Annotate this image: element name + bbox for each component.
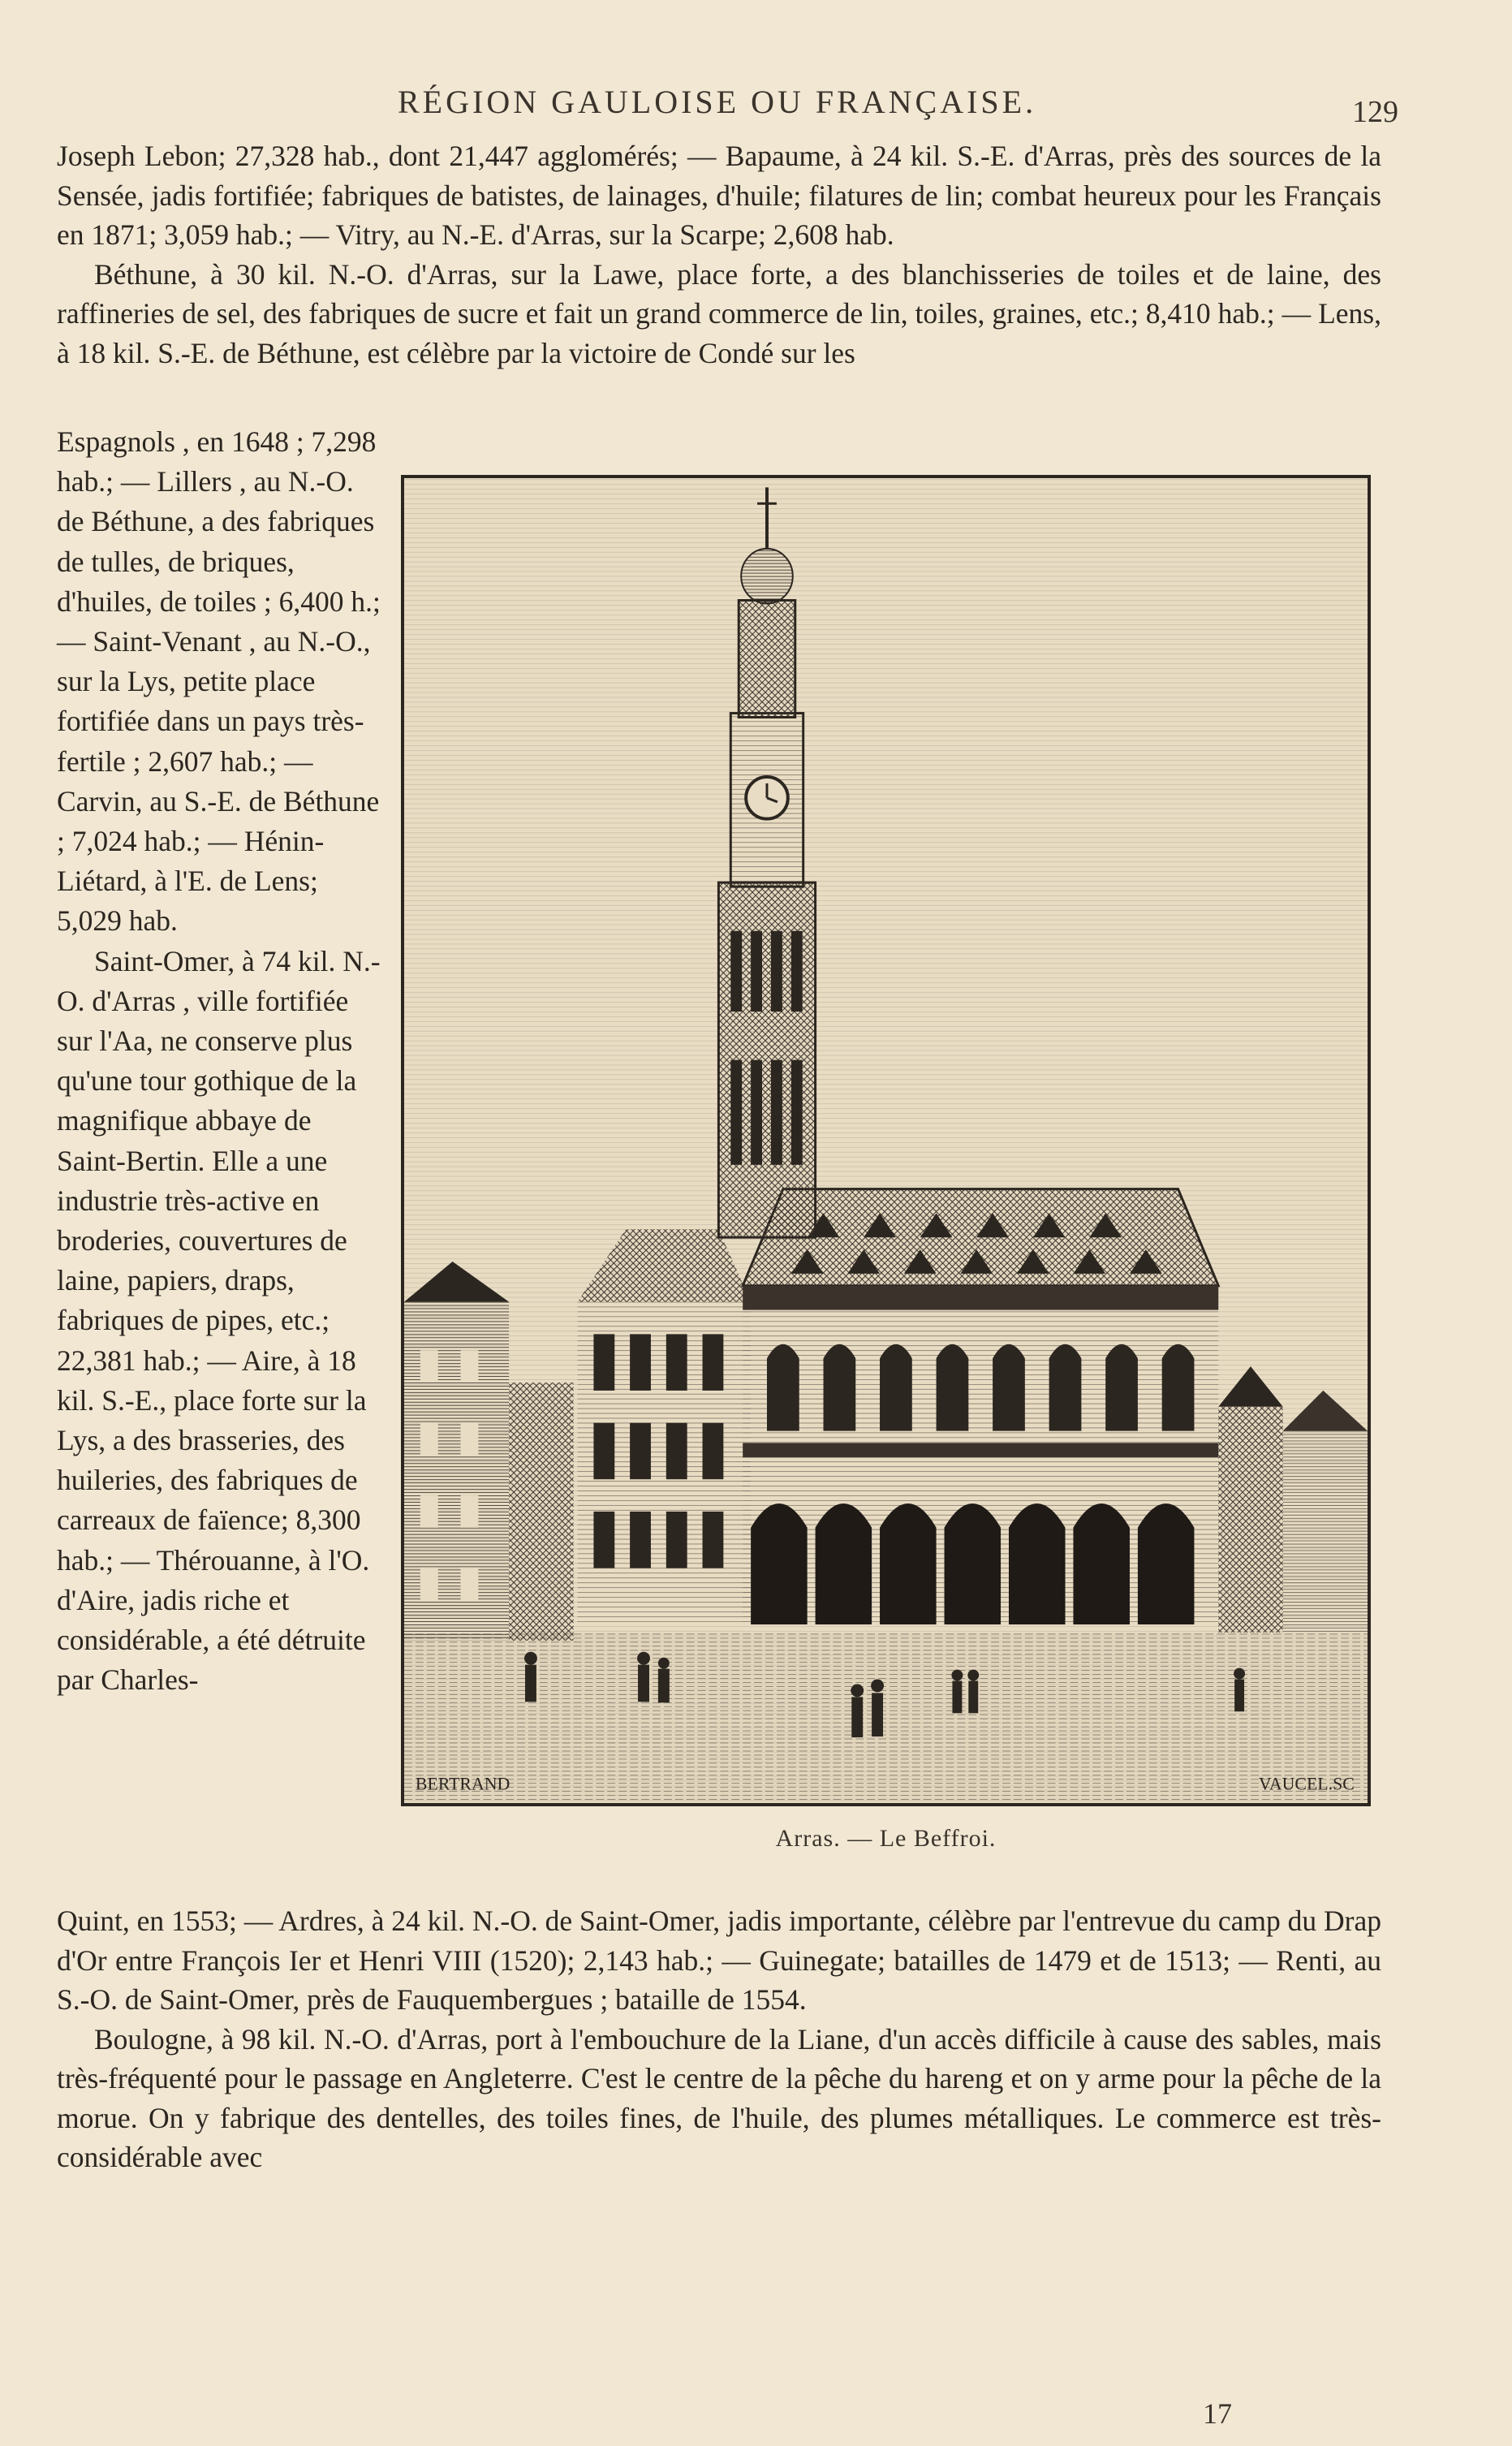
paragraph-arras-end: Joseph Lebon; 27,328 hab., dont 21,447 agglomérés; — Bapaume, à 24 kil. S.-E. d'Arras, près des sources de la Sensée, jadis fortifiée; fabriques de batistes, de lainages, d'huile; filatures de lin; combat heureux pour les Français en 1871; 3,059 hab.; — Vitry, au N.-E. d'Arras, sur la Scarpe; 2,608 hab. — [57, 140, 1381, 251]
engraver-right: VAUCEL.SC — [1258, 1774, 1355, 1794]
belfry-engraving — [401, 475, 1371, 1806]
bottom-text — [57, 1901, 1381, 2177]
signature-mark: 17 — [1203, 2397, 1232, 2430]
figure-belfry — [401, 475, 1371, 1819]
narrow-column — [57, 422, 381, 1701]
paragraph-ardres: Quint, en 1553; — Ardres, à 24 kil. N.-O. de Saint-Omer, jadis importante, célèbre par l'entrevue du camp du Drap d'Or entre François Ier et Henri VIII (1520); 2,143 hab.; — Guinegate; batailles de 1479 et de 1513; — Renti, au S.-O. de Saint-Omer, près de Fauquembergues ; bataille de 1554. — [57, 1905, 1381, 2016]
paragraph-boulogne: Boulogne, à 98 kil. N.-O. d'Arras, port à l'embouchure de la Liane, d'un accès difficile à cause des sables, mais très-fréquenté pour le passage en Angleterre. C'est le centre de la pêche du hareng et on y arme pour la pêche de la morue. On y fabrique des dentelles, des toiles fines, de l'huile, des plumes métalliques. Le commerce est très-considérable avec — [57, 2022, 1381, 2173]
paragraph-lens: Espagnols , en 1648 ; 7,298 hab.; — Lillers , au N.-O. de Béthune, a des fabriques de tulles, de briques, d'huiles, de toiles ; 6,400 h.; — Saint-Venant , au N.-O., sur la Lys, petite place fortifiée dans un pays très-fertile ; 2,607 hab.; — Carvin, au S.-E. de Béthune ; 7,024 hab.; — Hénin-Liétard, à l'E. de Lens; 5,029 hab. — [57, 425, 381, 938]
paragraph-bethune: Béthune, à 30 kil. N.-O. d'Arras, sur la Lawe, place forte, a des blanchisseries de toiles et de laine, des raffineries de sel, des fabriques de sucre et fait un grand commerce de lin, toiles, graines, etc.; 8,410 hab.; — Lens, à 18 kil. S.-E. de Béthune, est célèbre par la victoire de Condé sur les — [57, 257, 1381, 369]
town-hall-left-wing — [578, 1229, 752, 1624]
top-text — [57, 136, 1381, 373]
figure-caption: Arras. — Le Beffroi. — [775, 1825, 997, 1852]
paragraph-saint-omer: Saint-Omer, à 74 kil. N.-O. d'Arras , ville fortifiée sur l'Aa, ne conserve plus qu'une tour gothique de la magnifique abbaye de Saint-Bertin. Elle a une industrie très-active en broderies, couvertures de laine, papiers, draps, fabriques de pipes, etc.; 22,381 hab.; — Aire, à 18 kil. S.-E., place forte sur la Lys, a des brasseries, des huileries, des fabriques de carreaux de faïence; 8,300 hab.; — Thérouanne, à l'O. d'Aire, jadis riche et considérable, a été détruite par Charles- — [57, 944, 381, 1697]
engraver-left: BERTRAND — [415, 1774, 510, 1794]
page-header — [57, 80, 1398, 129]
running-head: RÉGION GAULOISE OU FRANÇAISE. — [398, 84, 1037, 120]
town-hall-main — [743, 1189, 1218, 1624]
page-number: 129 — [1352, 95, 1398, 129]
